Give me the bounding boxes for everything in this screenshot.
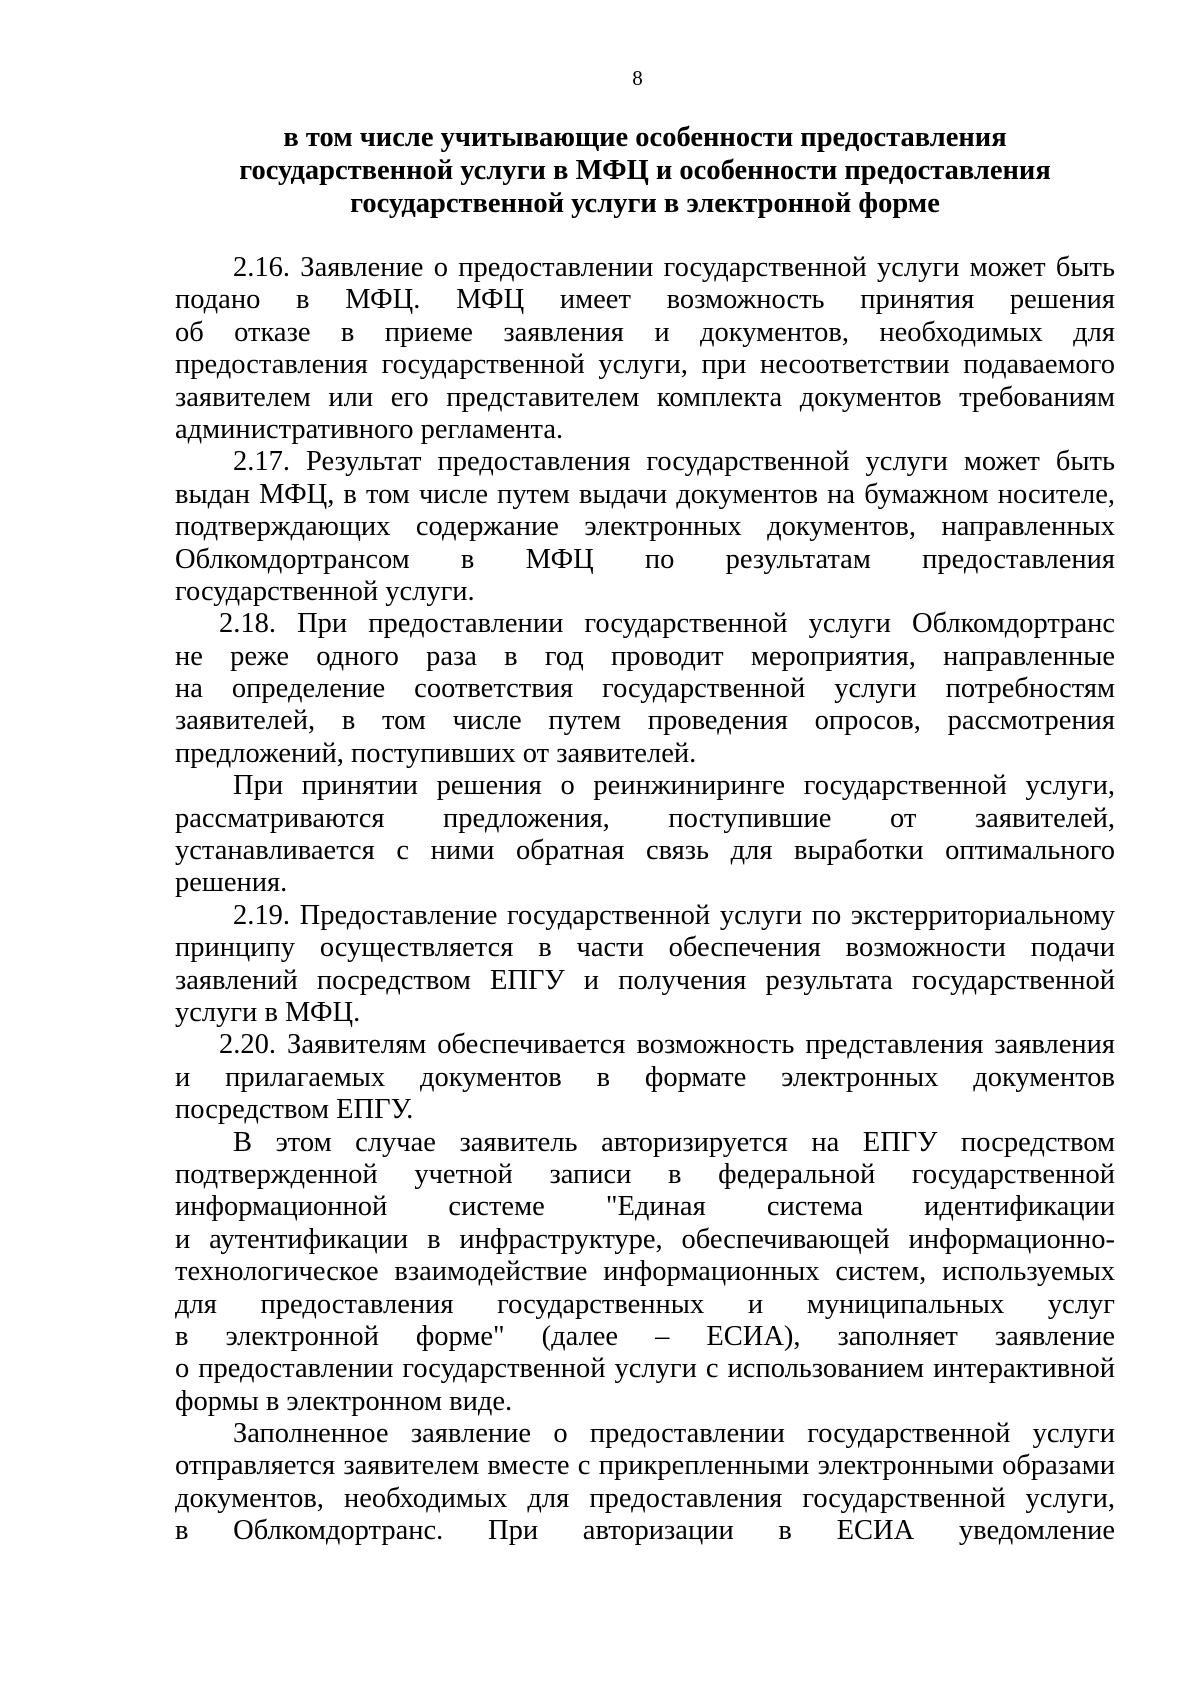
text-line: в электронной форме" (далее – ЕСИА), заполняет заявление [175,1320,1115,1352]
text-line: документов, необходимых для предоставления государственной услуги, [175,1482,1115,1514]
text-line: выдан МФЦ, в том числе путем выдачи документов на бумажном носителе, [175,478,1115,510]
text-line: подтверждающих содержание электронных документов, направленных [175,511,1115,543]
text-line: технологическое взаимодействие информационных систем, используемых [175,1256,1115,1288]
text-line: решения. [175,867,288,899]
text-line: В этом случае заявитель авторизируется на ЕПГУ посредством [233,1126,1115,1158]
text-line: информационной системе "Единая система идентификации [175,1191,1115,1223]
text-line: и аутентификации в инфраструктуре, обеспечивающей информационно- [175,1223,1115,1255]
text-line: подтвержденной учетной записи в федеральной государственной [175,1158,1115,1190]
section-heading [175,121,1115,220]
heading-line: в том числе учитывающие особенности предоставления [283,122,1007,153]
text-line: подано в МФЦ. МФЦ имеет возможность принятия решения [175,284,1115,316]
text-line: Заполненное заявление о предоставлении государственной услуги [233,1418,1115,1450]
paragraph [175,446,1115,608]
text-line: рассматриваются предложения, поступившие от заявителей, [175,802,1115,834]
paragraph [175,608,1115,770]
text-line: 2.18. При предоставлении государственной услуги Облкомдортранс [219,608,1115,640]
paragraph [175,1029,1115,1126]
text-line: формы в электронном виде. [175,1385,513,1417]
text-line: 2.19. Предоставление государственной услуги по экстерриториальному [233,899,1115,931]
text-line: предоставления государственной услуги, при несоответствии подаваемого [175,349,1115,381]
text-line: посредством ЕПГУ. [175,1094,414,1126]
paragraph [175,770,1115,900]
text-line: для предоставления государственных и муниципальных услуг [175,1288,1115,1320]
text-line: в Облкомдортранс. При авторизации в ЕСИА уведомление [175,1515,1115,1547]
paragraph [175,1418,1115,1548]
text-line: на определение соответствия государственной услуги потребностям [175,673,1115,705]
text-line: административного регламента. [175,413,564,445]
document-body [175,252,1115,1548]
text-line: отправляется заявителем вместе с прикрепленными электронными образами [175,1450,1115,1482]
text-line: заявителем или его представителем комплекта документов требованиям [175,381,1115,413]
text-line: не реже одного раза в год проводит мероприятия, направленные [175,640,1115,672]
paragraph [175,1127,1115,1419]
text-line: и прилагаемых документов в формате электронных документов [175,1061,1115,1093]
text-line: об отказе в приеме заявления и документов, необходимых для [175,316,1115,348]
page-number: 8 [632,66,643,90]
heading-line: государственной услуги в МФЦ и особенности предоставления [239,155,1051,186]
text-line: заявлений посредством ЕПГУ и получения результата государственной [175,964,1115,996]
text-line: заявителей, в том числе путем проведения опросов, рассмотрения [175,705,1115,737]
text-line: При принятии решения о реинжиниринге государственной услуги, [233,770,1115,802]
paragraph [175,900,1115,1030]
text-line: услуги в МФЦ. [175,996,361,1028]
text-line: 2.17. Результат предоставления государственной услуги может быть [233,446,1115,478]
paragraph [175,252,1115,446]
heading-line: государственной услуги в электронной форме [350,188,940,219]
text-line: устанавливается с ними обратная связь для выработки оптимального [175,835,1115,867]
text-line: 2.16. Заявление о предоставлении государственной услуги может быть [233,252,1115,283]
text-line: предложений, поступивших от заявителей. [175,737,697,769]
text-line: 2.20. Заявителям обеспечивается возможность представления заявления [219,1029,1115,1061]
text-line: принципу осуществляется в части обеспечения возможности подачи [175,932,1115,964]
text-line: Облкомдортрансом в МФЦ по результатам предоставления [175,543,1115,575]
text-line: государственной услуги. [175,575,475,607]
text-line: о предоставлении государственной услуги с использованием интерактивной [175,1353,1115,1385]
